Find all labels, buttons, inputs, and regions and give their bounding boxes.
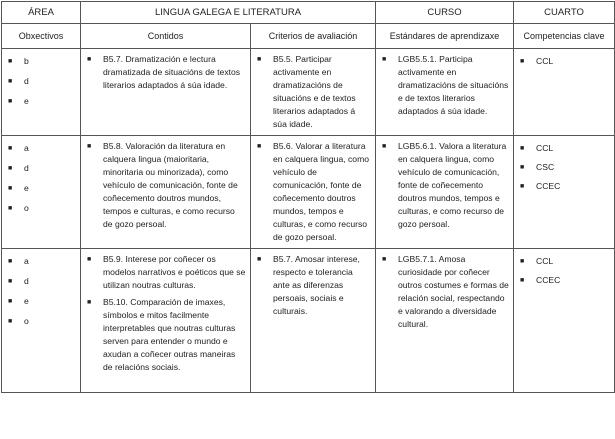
competences-cell (514, 49, 615, 136)
standards-cell (376, 136, 514, 249)
content-item: ■ B5.8. Valoración da literatura en calquera lingua (maioritaria, minoritaria ou minorizada), como vehículo de comunicación, fonte de coñecemento doutros mundos, tempos e culturas, e como recurso de gozo persoal. (87, 141, 238, 229)
objective-item: ■ d (8, 276, 29, 286)
contents-cell (81, 136, 251, 249)
contents-cell (81, 249, 251, 393)
contents-cell (81, 49, 251, 136)
content-item: ■ B5.7. Dramatización e lectura dramatizada de situacións de textos literarios adaptados á súa idade. (87, 54, 241, 90)
objective-item: ■ a (8, 143, 29, 153)
criterion-item: ■ B5.7. Amosar interese, respecto e tolerancia ante as diferenzas persoais, sociais e culturais. (257, 254, 360, 316)
standard-item: ■ LGB5.5.1. Participa activamente en dramatizacións de situacións e de textos literarios adaptados á súa idade. (382, 54, 509, 116)
curriculum-table (1, 1, 615, 393)
competences-cell (514, 136, 615, 249)
standards-cell (376, 49, 514, 136)
content-item: ■ B5.10. Comparación de imaxes, símbolos e mitos facilmente interpretables que noutras culturas serven para entender o mundo e axudan a coñecer outras maneiras de relacións sociais. (87, 297, 236, 372)
header-course-value: CUARTO (514, 2, 615, 24)
header-course: CURSO (376, 2, 514, 24)
table-row (2, 249, 615, 393)
competences-cell (514, 249, 615, 393)
objective-item: ■ a (8, 256, 29, 266)
criterion-item: ■ B5.6. Valorar a literatura en calquera lingua, como vehículo de comunicación, fonte de coñecemento doutros mundos, tempos e culturas, e como recurso de gozo persoal. (257, 141, 370, 242)
objective-item: ■ e (8, 183, 29, 193)
criteria-cell (251, 249, 376, 393)
column-competences: Competencias clave (514, 24, 615, 49)
objectives-cell (2, 136, 81, 249)
objectives-cell (2, 49, 81, 136)
competence-item: ■ CCEC (520, 275, 561, 285)
column-criteria: Criterios de avaliación (251, 24, 376, 49)
table-row (2, 136, 615, 249)
objective-item: ■ d (8, 163, 29, 173)
competence-item: ■ CSC (520, 162, 555, 172)
standard-item: ■ LGB5.6.1. Valora a literatura en calquera lingua, como vehículo de comunicación, fonte de coñecemento doutros mundos, tempos e culturas, e como recurso de gozo persoal. (382, 141, 507, 229)
header-subject: LINGUA GALEGA E LITERATURA (81, 2, 376, 24)
competence-item: ■ CCL (520, 56, 554, 66)
objectives-cell (2, 249, 81, 393)
objective-item: ■ e (8, 296, 29, 306)
header-area: ÁREA (2, 2, 81, 24)
column-objectives: Obxectivos (2, 24, 81, 49)
objective-item: ■ o (8, 316, 29, 326)
standards-cell (376, 249, 514, 393)
criteria-cell (251, 136, 376, 249)
criterion-item: ■ B5.5. Participar activamente en dramatizacións de situacións e de textos literarios adaptados á súa idade. (257, 54, 356, 129)
competence-item: ■ CCL (520, 256, 554, 266)
competence-item: ■ CCL (520, 143, 554, 153)
standard-item: ■ LGB5.7.1. Amosa curiosidade por coñecer outros costumes e formas de relación social, respectando e valorando a diversidade cultural. (382, 254, 509, 329)
table-row (2, 49, 615, 136)
objective-item: ■ d (8, 76, 29, 86)
objective-item: ■ e (8, 96, 29, 106)
column-contents: Contidos (81, 24, 251, 49)
competence-item: ■ CCEC (520, 181, 561, 191)
objective-item: ■ b (8, 56, 29, 66)
content-item: ■ B5.9. Interese por coñecer os modelos narrativos e poéticos que se utilizan noutras culturas. (87, 254, 246, 290)
criteria-cell (251, 49, 376, 136)
objective-item: ■ o (8, 203, 29, 213)
column-standards: Estándares de aprendizaxe (376, 24, 514, 49)
